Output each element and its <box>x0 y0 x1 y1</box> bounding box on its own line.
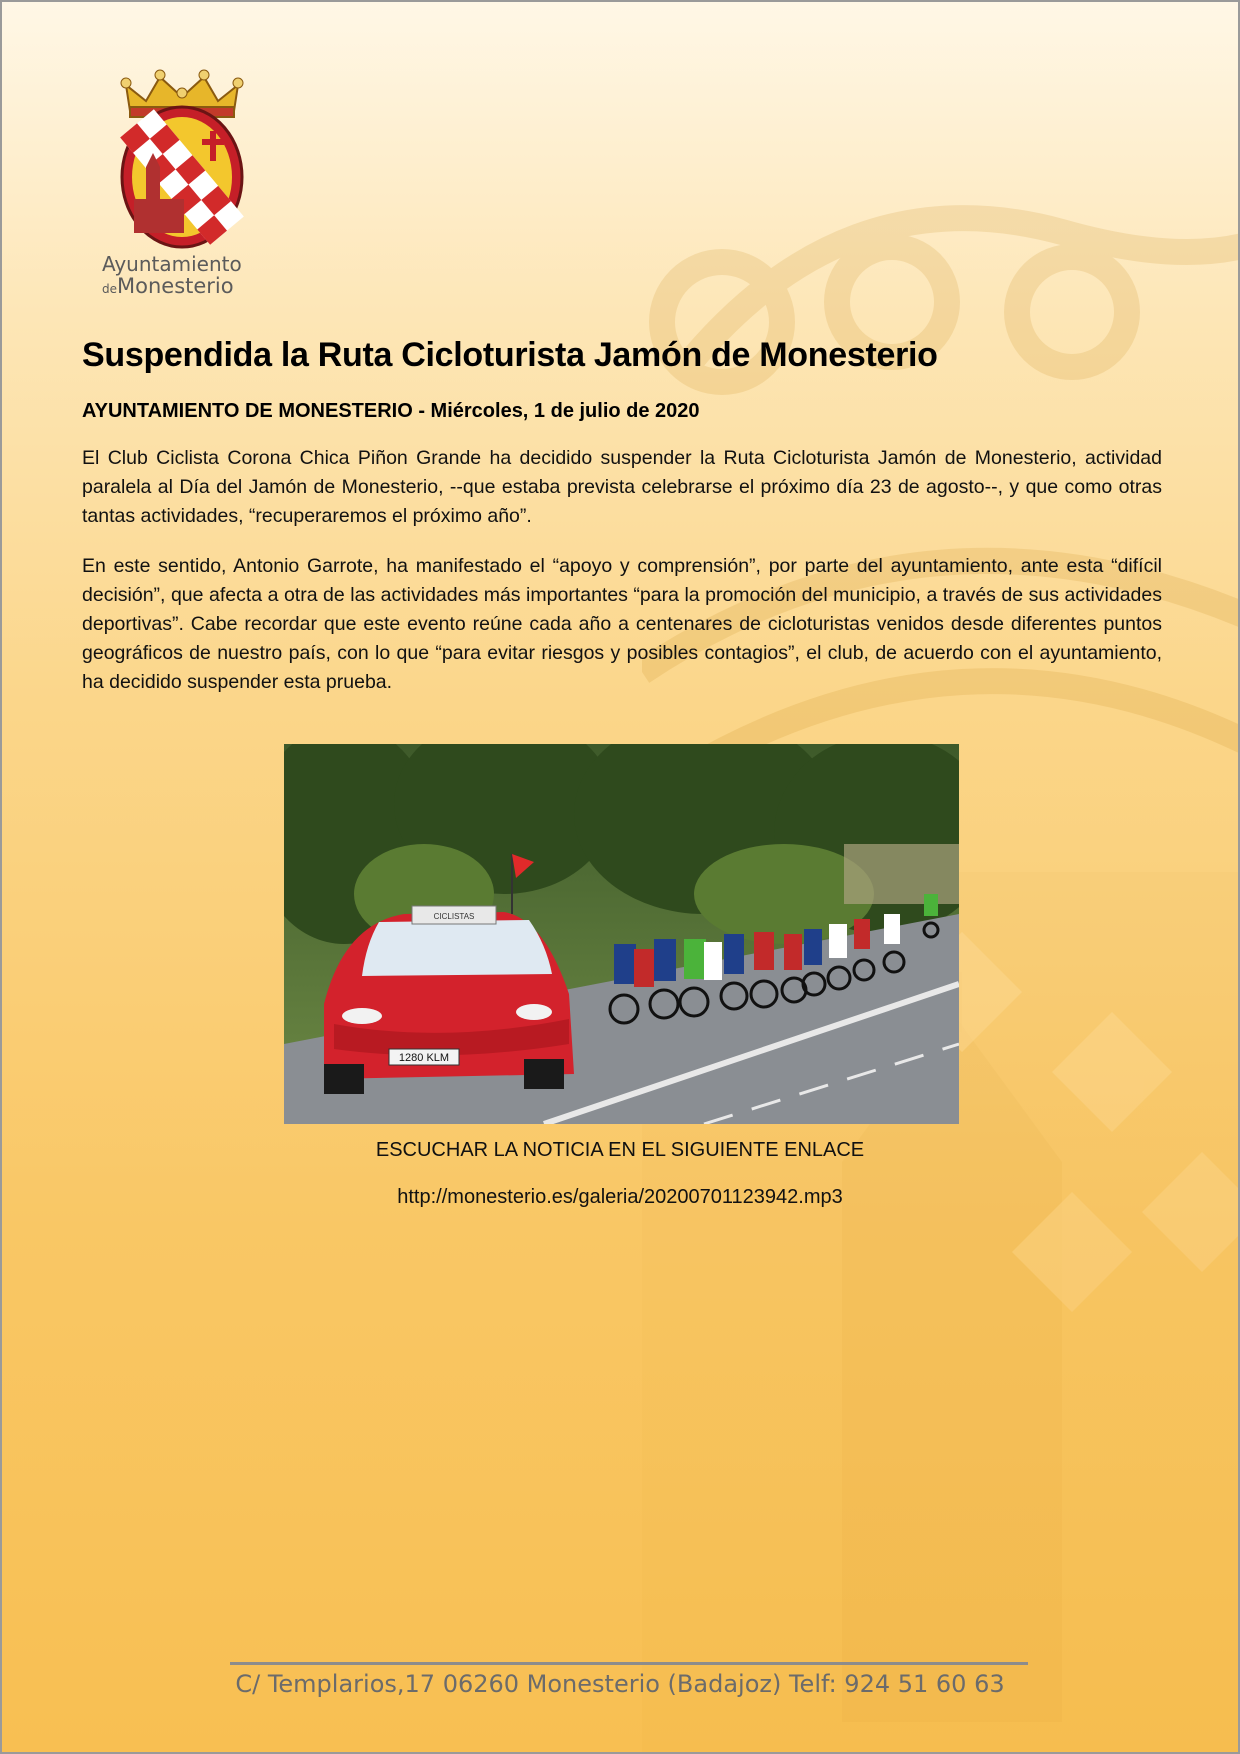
logo-wordmark <box>102 254 262 297</box>
logo-de: de <box>102 282 117 296</box>
logo-line-monesterio <box>102 275 262 297</box>
article-paragraph-1: El Club Ciclista Corona Chica Piñon Grande ha decidido suspender la Ruta Cicloturista Jamón de Monesterio, actividad paralela al Día del Jamón de Monesterio, --que estaba prevista celebrarse el próximo día 23 de agosto--, y que como otras tantas actividades, “recuperaremos el próximo año”. <box>82 447 1162 527</box>
ayuntamiento-coat-of-arms-logo <box>112 67 252 257</box>
audio-link[interactable]: http://monesterio.es/galeria/20200701123942.mp3 <box>397 1186 843 1208</box>
logo-line-ayuntamiento: Ayuntamiento <box>102 252 242 276</box>
article-byline: AYUNTAMIENTO DE MONESTERIO - Miércoles, 1 de julio de 2020 <box>82 400 700 422</box>
car-license-plate: 1280 KLM <box>398 1052 450 1064</box>
car-roof-sign: CICLISTAS <box>433 912 475 921</box>
article-title: Suspendida la Ruta Cicloturista Jamón de Monesterio <box>82 336 938 374</box>
logo-monesterio: Monesterio <box>117 274 234 298</box>
footer-address: C/ Templarios,17 06260 Monesterio (Badajoz) Telf: 924 51 60 63 <box>235 1670 1005 1698</box>
footer-divider <box>230 1662 1028 1665</box>
article-paragraph-2: En este sentido, Antonio Garrote, ha manifestado el “apoyo y comprensión”, por parte del ayuntamiento, ante esta “difícil decisión”, que afecta a otra de las actividades más importantes “para la promoción del municipio, a través de sus actividades deportivas”. Cabe recordar que este evento reúne cada año a centenares de cicloturistas venidos desde diferentes puntos geográficos de nuestro país, con lo que “para evitar riesgos y posibles contagios”, el club, de acuerdo con el ayuntamiento, ha decidido suspender esta prueba. <box>82 555 1162 693</box>
cyclists-road-photo <box>284 744 959 1124</box>
listen-caption: ESCUCHAR LA NOTICIA EN EL SIGUIENTE ENLACE <box>375 1139 865 1161</box>
